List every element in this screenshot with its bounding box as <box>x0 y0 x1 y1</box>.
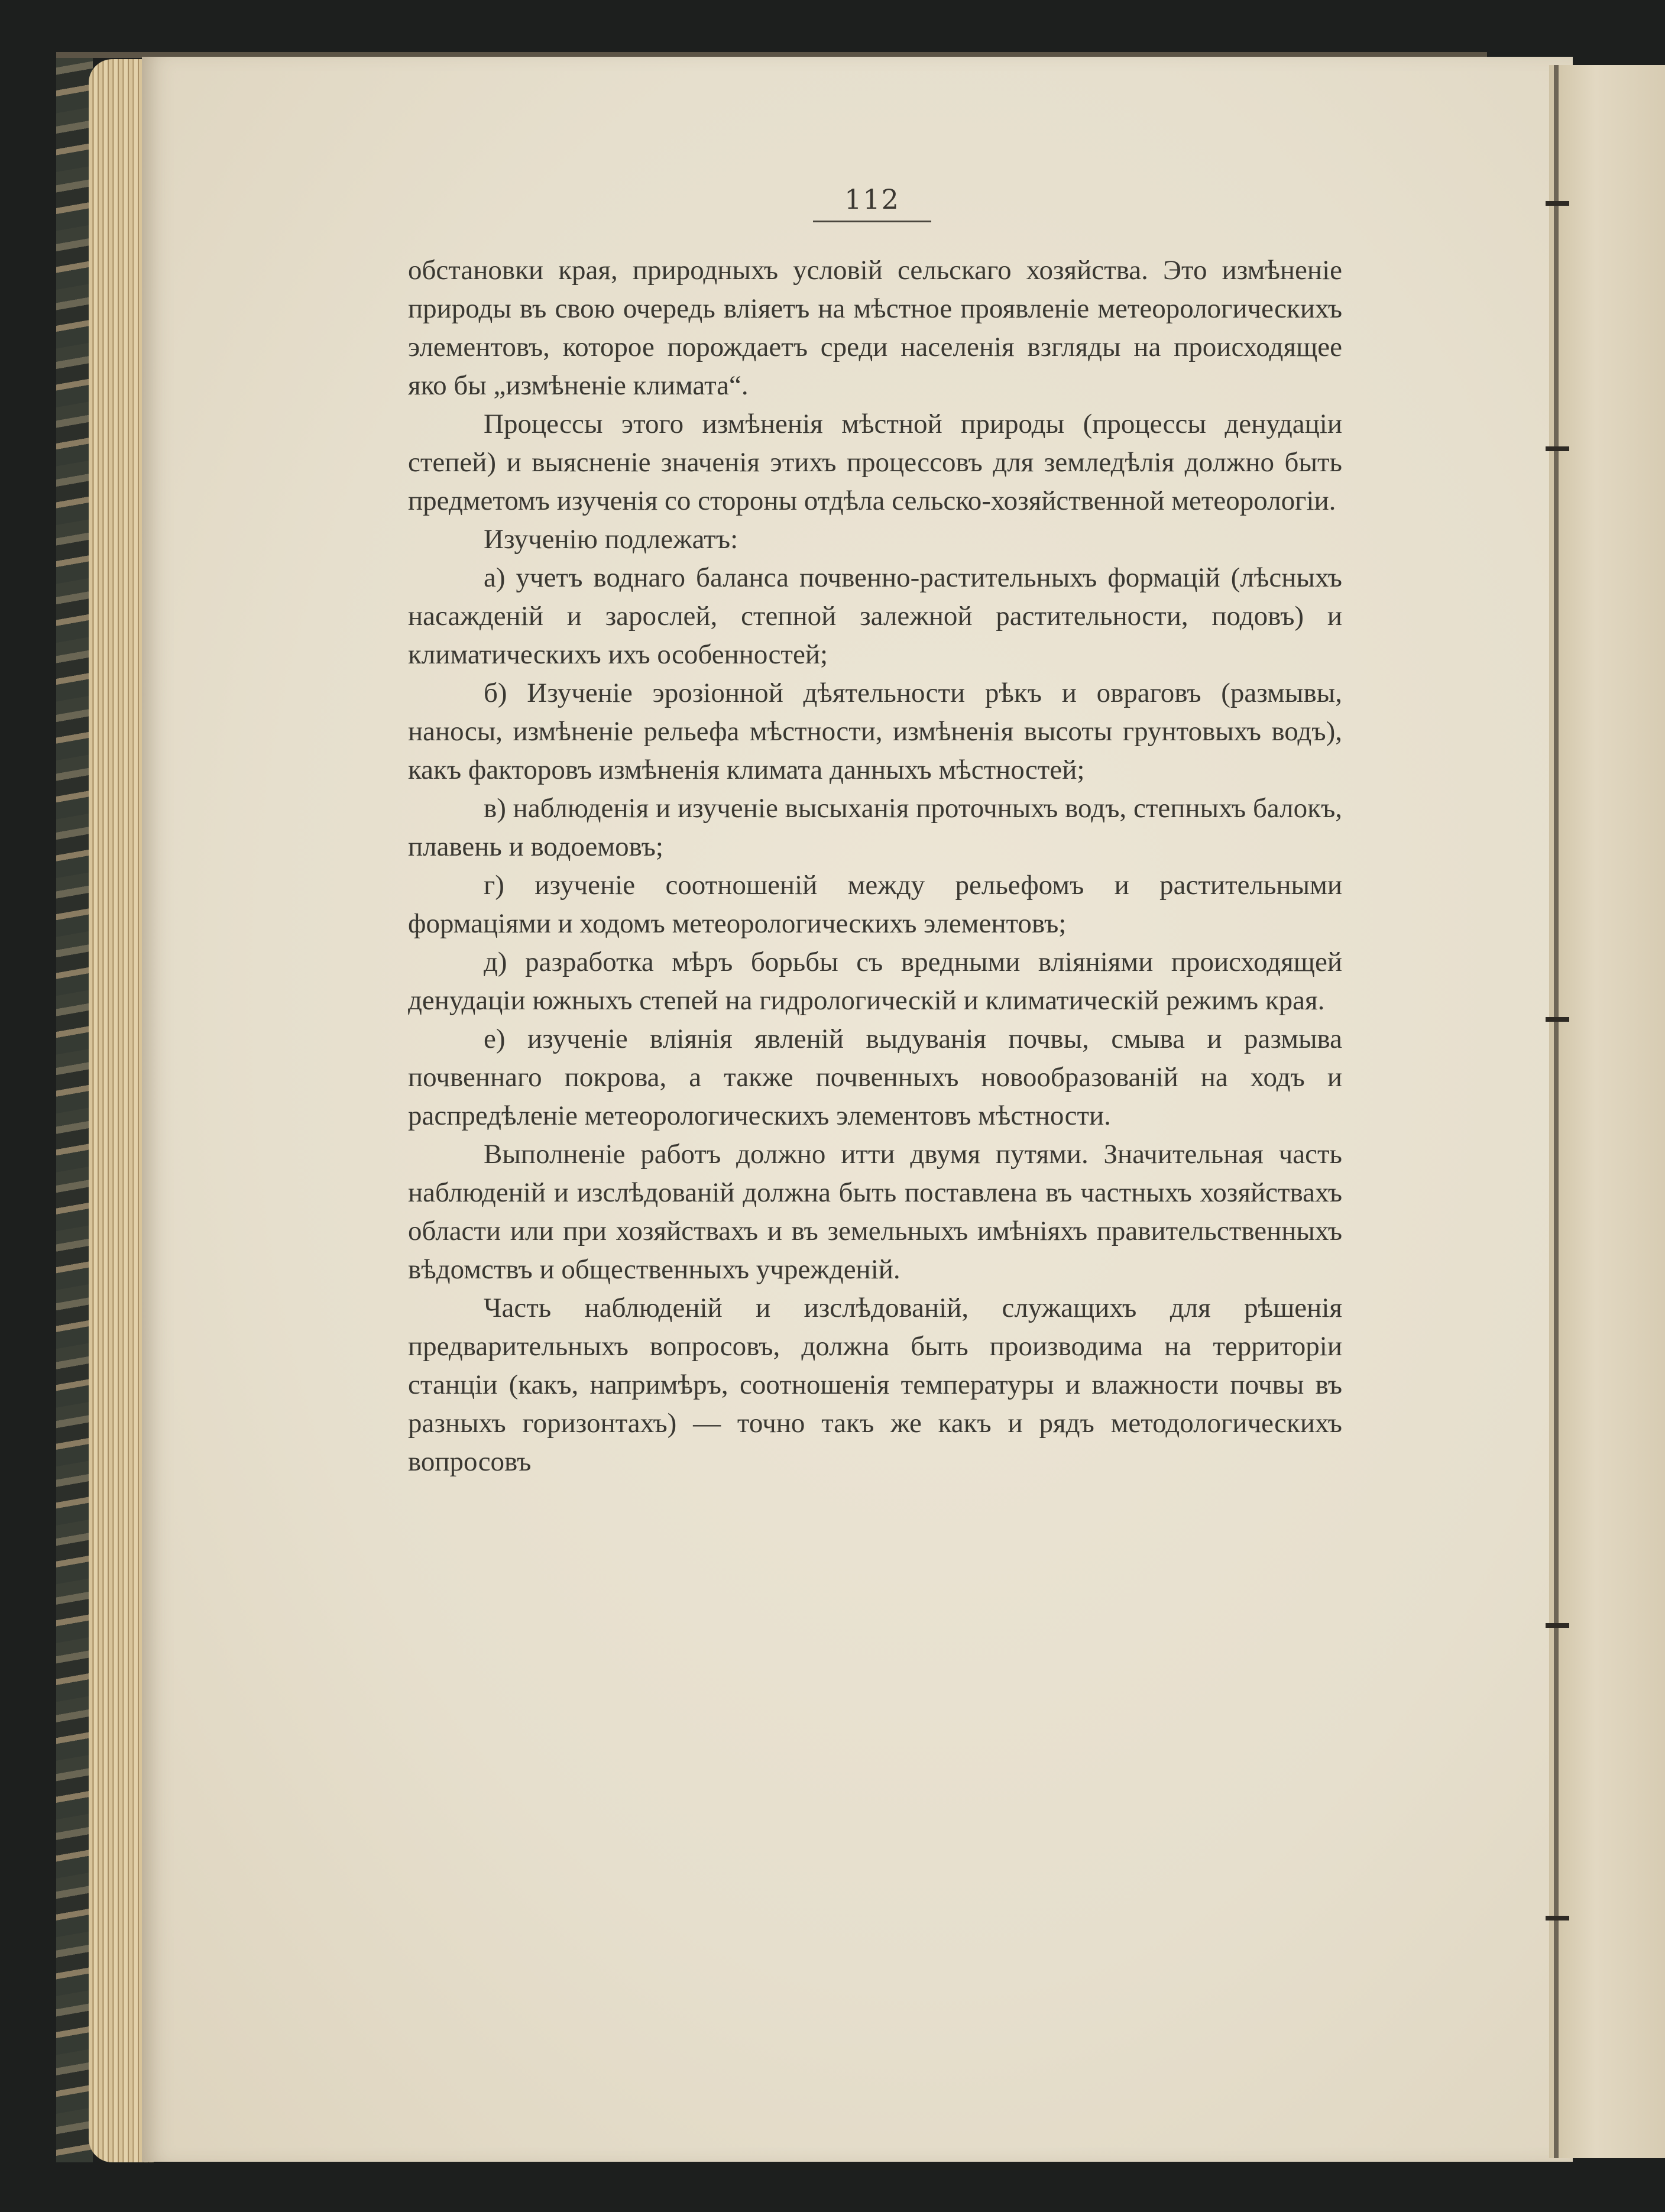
marbled-binding <box>56 54 93 2162</box>
list-item-b: б) Изученіе эрозіонной дѣятельности рѣкъ и овраговъ (размывы, наносы, измѣненіе рельефа мѣстности, измѣненія высоты грунтовыхъ водъ), какъ факторовъ измѣненія климата данныхъ мѣстностей; <box>408 678 1342 785</box>
paragraph-station-work: Часть наблюденій и изслѣдованій, служащихъ для рѣшенія предварительныхъ вопросовъ, должна быть производима на территоріи станціи (какъ, напримѣръ, соотношенія температуры и влажности почвы въ разныхъ горизонтахъ) — точно такъ же какъ и рядъ методологическихъ вопросовъ <box>408 1293 1342 1477</box>
list-item-g: г) изученіе соотношеній между рельефомъ и растительными формаціями и ходомъ метеорологическихъ элементовъ; <box>408 870 1342 939</box>
list-item-d: д) разработка мѣръ борьбы съ вредными вліяніями происходящей денудаціи южныхъ степей на гидрологическій и климатическій режимъ края. <box>408 947 1342 1016</box>
body-text <box>408 251 1342 1481</box>
binding-stitch <box>1546 1916 1569 1920</box>
facing-page-sliver <box>1549 65 1665 2158</box>
binding-stitch <box>1546 1017 1569 1022</box>
binding-stitch <box>1546 201 1569 206</box>
list-item-e: е) изученіе вліянія явленій выдуванія почвы, смыва и размыва почвеннаго покрова, а также почвенныхъ новообразованій на ходъ и распредѣленіе метеорологическихъ элементовъ мѣстности. <box>408 1024 1342 1131</box>
paragraph-subject-heading: Изученію подлежатъ: <box>484 524 738 555</box>
page-number-rule <box>813 221 931 222</box>
page-number: 112 <box>844 183 900 215</box>
binding-stitch <box>1546 1623 1569 1628</box>
binding-stitch <box>1546 446 1569 451</box>
list-item-a: а) учетъ воднаго баланса почвенно-растительныхъ формацій (лѣсныхъ насажденій и зарослей, степной залежной растительности, подовъ) и климатическихъ ихъ особенностей; <box>408 562 1342 670</box>
list-item-v: в) наблюденія и изученіе высыханія проточныхъ водъ, степныхъ балокъ, плавень и водоемовъ; <box>408 793 1342 862</box>
paragraph-execution: Выполненіе работъ должно итти двумя путями. Значительная часть наблюденій и изслѣдованій должна быть поставлена въ частныхъ хозяйствахъ области или при хозяйствахъ и въ земельныхъ имѣніяхъ правительственныхъ вѣдомствъ и общественныхъ учрежденій. <box>408 1139 1342 1285</box>
paragraph-continuation: обстановки края, природныхъ условій сельскаго хозяйства. Это измѣненіе природы въ свою очередь вліяетъ на мѣстное проявленіе метеорологическихъ элементовъ, которое порождаетъ среди населенія взгляды на происходящее яко бы „измѣненіе климата“. <box>408 255 1342 401</box>
gutter-line <box>1554 65 1559 2158</box>
paragraph-processes: Процессы этого измѣненія мѣстной природы (процессы денудаціи степей) и выясненіе значенія этихъ процессовъ для земледѣлія должно быть предметомъ изученія со стороны отдѣла сельско-хозяйственной метеорологіи. <box>408 409 1342 516</box>
